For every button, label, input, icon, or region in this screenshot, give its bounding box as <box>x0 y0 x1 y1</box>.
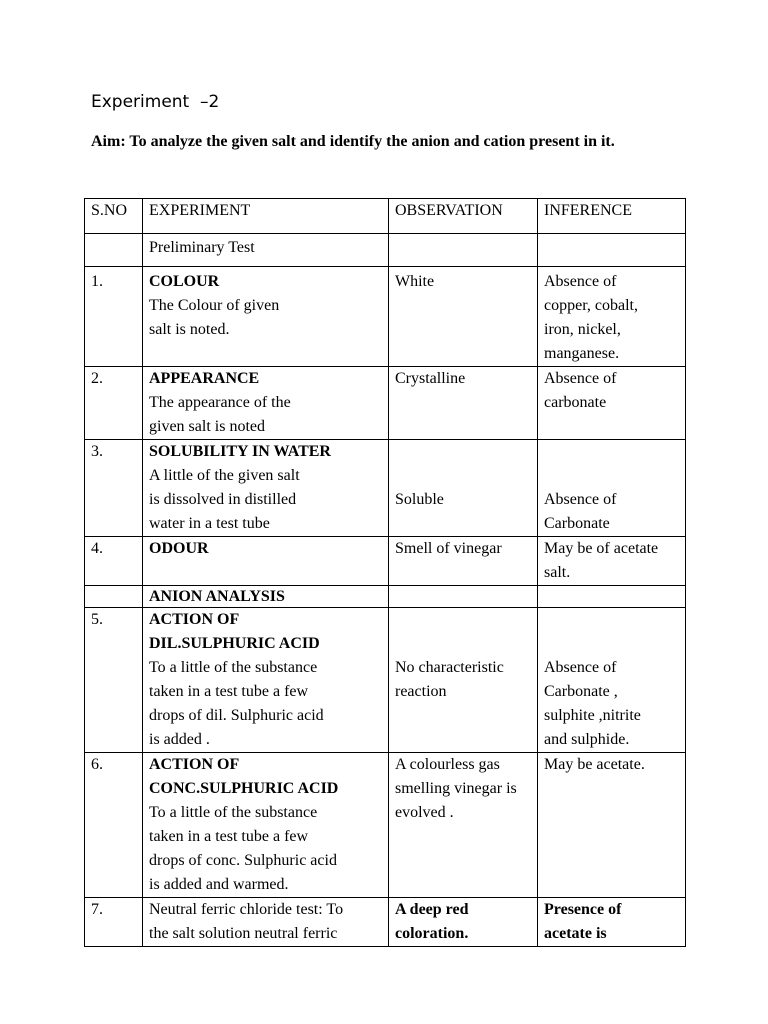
cell-inference <box>538 440 686 537</box>
header-observation: OBSERVATION <box>389 199 538 234</box>
experiment-line: salt is noted. <box>149 321 230 338</box>
table-row <box>85 898 686 947</box>
observation-line: Crystalline <box>395 370 466 387</box>
experiment-line: A little of the given salt <box>149 467 300 484</box>
inference-line: copper, cobalt, <box>544 297 638 314</box>
table-row <box>85 440 686 537</box>
cell-sno: 3. <box>85 440 143 537</box>
observation-line: evolved . <box>395 804 454 821</box>
header-inference: INFERENCE <box>538 199 686 234</box>
table-row <box>85 267 686 367</box>
experiment-line: is dissolved in distilled <box>149 491 297 508</box>
inference-line: May be of acetate <box>544 540 659 557</box>
experiment-line: The Colour of given <box>149 297 280 314</box>
header-experiment: EXPERIMENT <box>143 199 389 234</box>
experiment-line: water in a test tube <box>149 515 270 532</box>
observation-line: smelling vinegar is <box>395 780 517 797</box>
table-row <box>85 537 686 586</box>
inference-line: sulphite ,nitrite <box>544 707 641 724</box>
cell-sno: 2. <box>85 367 143 440</box>
experiment-line: To a little of the substance <box>149 659 318 676</box>
inference-line: manganese. <box>544 345 620 362</box>
experiment-title: ACTION OF <box>149 756 240 773</box>
experiment-line: drops of conc. Sulphuric acid <box>149 852 337 869</box>
inference-line: and sulphide. <box>544 731 630 748</box>
experiment-title: ACTION OF <box>149 611 240 628</box>
section-title-anion: ANION ANALYSIS <box>143 586 389 608</box>
inference-line: Absence of <box>544 491 617 508</box>
observation-line: Soluble <box>395 491 444 508</box>
cell-observation <box>389 537 538 586</box>
experiment-title: APPEARANCE <box>149 370 260 387</box>
experiment-line: is added and warmed. <box>149 876 289 893</box>
cell-observation <box>389 898 538 947</box>
table-row <box>85 367 686 440</box>
cell-sno: 4. <box>85 537 143 586</box>
observation-line: White <box>395 273 435 290</box>
table-header-row <box>85 199 686 234</box>
experiment-line: taken in a test tube a few <box>149 828 309 845</box>
experiment-line: given salt is noted <box>149 418 265 435</box>
inference-line: acetate is <box>544 925 607 942</box>
table-row <box>85 753 686 898</box>
cell-inference <box>538 367 686 440</box>
section-row-preliminary <box>85 234 686 267</box>
cell-observation <box>389 367 538 440</box>
experiment-line: is added . <box>149 731 210 748</box>
header-sno: S.NO <box>85 199 143 234</box>
experiment-title: DIL.SULPHURIC ACID <box>149 635 320 652</box>
inference-line: salt. <box>544 564 571 581</box>
cell-empty <box>85 586 143 608</box>
cell-observation <box>389 753 538 898</box>
cell-experiment <box>143 440 389 537</box>
inference-line: Carbonate <box>544 515 610 532</box>
experiment-line: Neutral ferric chloride test: To <box>149 901 344 918</box>
cell-experiment <box>143 537 389 586</box>
section-row-anion <box>85 586 686 608</box>
observation-line: No characteristic <box>395 659 504 676</box>
observation-line: A deep red <box>395 901 469 918</box>
inference-line: Absence of <box>544 659 617 676</box>
cell-experiment <box>143 898 389 947</box>
inference-line: Absence of <box>544 370 617 387</box>
cell-empty <box>389 586 538 608</box>
cell-inference <box>538 267 686 367</box>
experiment-title: CONC.SULPHURIC ACID <box>149 780 339 797</box>
cell-observation <box>389 440 538 537</box>
cell-inference <box>538 608 686 753</box>
aim-statement: Aim: To analyze the given salt and identify the anion and cation present in it. <box>91 133 615 150</box>
cell-sno: 5. <box>85 608 143 753</box>
cell-empty <box>85 234 143 267</box>
cell-sno: 1. <box>85 267 143 367</box>
section-title-preliminary: Preliminary Test <box>143 234 389 267</box>
experiment-line: taken in a test tube a few <box>149 683 309 700</box>
cell-sno: 6. <box>85 753 143 898</box>
observation-line: A colourless gas <box>395 756 500 773</box>
cell-experiment <box>143 753 389 898</box>
cell-experiment <box>143 608 389 753</box>
observation-line: Smell of vinegar <box>395 540 502 557</box>
experiment-line: the salt solution neutral ferric <box>149 925 338 942</box>
observation-line: coloration. <box>395 925 469 942</box>
cell-empty <box>538 586 686 608</box>
table-row <box>85 608 686 753</box>
experiment-line: To a little of the substance <box>149 804 318 821</box>
cell-experiment <box>143 367 389 440</box>
cell-inference <box>538 753 686 898</box>
inference-line: Presence of <box>544 901 622 918</box>
cell-observation <box>389 267 538 367</box>
analysis-table <box>84 198 686 947</box>
inference-line: May be acetate. <box>544 756 645 773</box>
cell-inference <box>538 898 686 947</box>
cell-experiment <box>143 267 389 367</box>
experiment-line: drops of dil. Sulphuric acid <box>149 707 324 724</box>
cell-observation <box>389 608 538 753</box>
inference-line: Carbonate , <box>544 683 618 700</box>
experiment-title: ODOUR <box>149 540 209 557</box>
cell-empty <box>538 234 686 267</box>
inference-line: Absence of <box>544 273 617 290</box>
cell-sno: 7. <box>85 898 143 947</box>
cell-inference <box>538 537 686 586</box>
inference-line: iron, nickel, <box>544 321 621 338</box>
experiment-line: The appearance of the <box>149 394 291 411</box>
inference-line: carbonate <box>544 394 607 411</box>
experiment-title: Experiment –2 <box>91 92 220 112</box>
cell-empty <box>389 234 538 267</box>
experiment-title: SOLUBILITY IN WATER <box>149 443 331 460</box>
experiment-title: COLOUR <box>149 273 220 290</box>
observation-line: reaction <box>395 683 447 700</box>
